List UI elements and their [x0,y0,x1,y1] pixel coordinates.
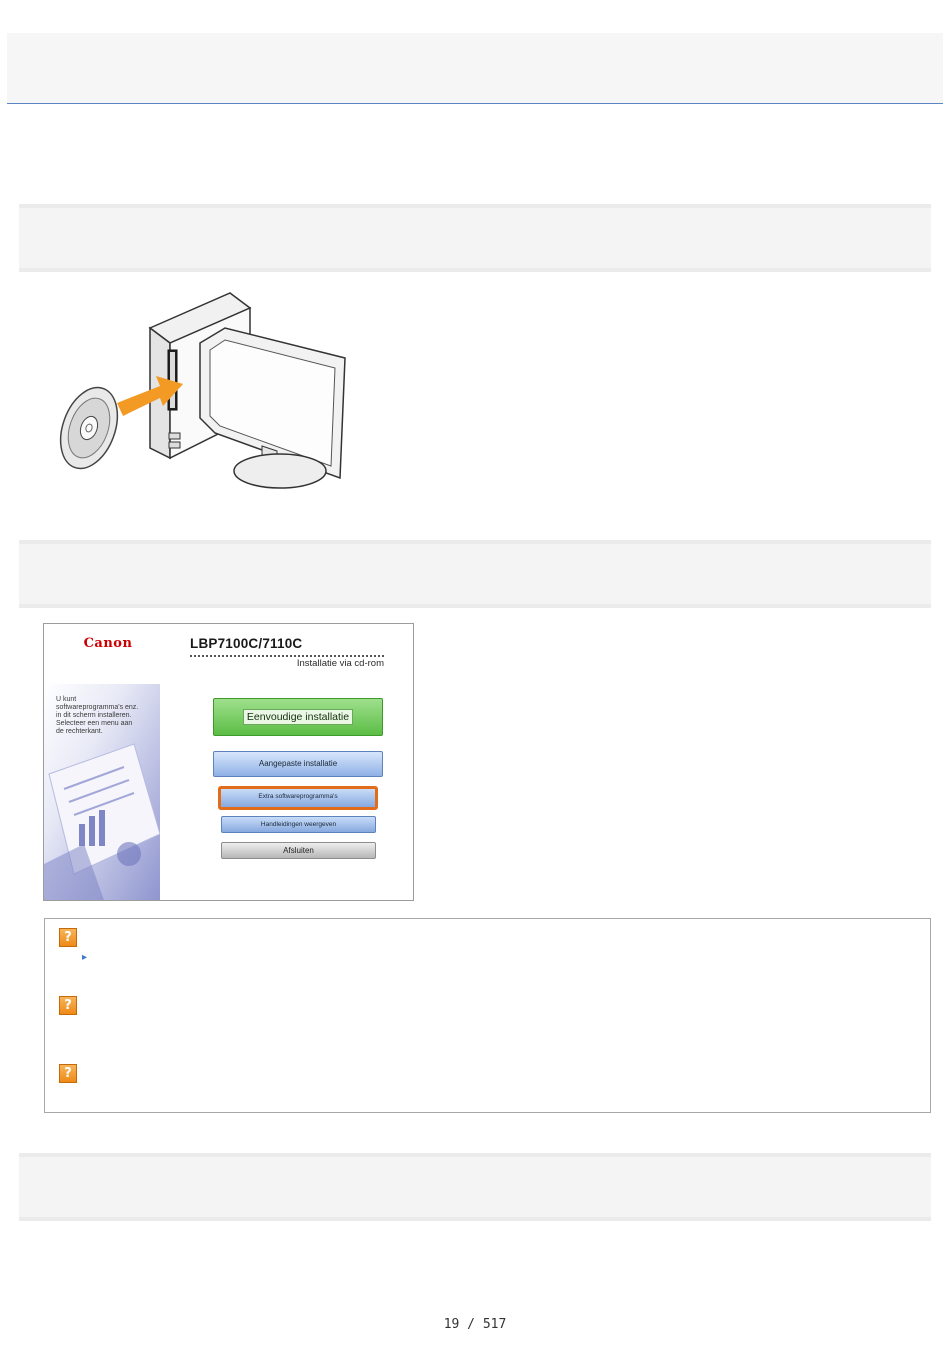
question-mark-icon[interactable]: ? [59,1064,77,1083]
title-divider [190,655,384,657]
insert-cd-illustration [55,288,355,498]
question-mark-icon[interactable]: ? [59,996,77,1015]
link-arrow-icon[interactable]: ▸ [82,952,88,963]
canon-logo: Canon [83,636,133,651]
installer-instructions: U kunt softwareprogramma's enz. in dit scherm installeren. Selecteer een menu aan de rechterkant. [56,696,139,735]
help-box [44,918,931,1113]
step-1-heading-bar [19,204,931,272]
page-header [7,33,943,104]
question-mark-icon[interactable]: ? [59,928,77,947]
installer-screenshot [43,623,414,901]
step-2-heading-bar [19,540,931,608]
installer-title: LBP7100C/7110C [190,636,303,651]
easy-install-button [213,698,383,736]
installer-subtitle: Installatie via cd-rom [296,658,384,669]
view-manuals-button: Handleidingen weergeven [221,816,376,833]
exit-button: Afsluiten [221,842,376,859]
easy-install-label: Eenvoudige installatie [243,709,353,725]
extra-software-button: Extra softwareprogramma's [218,786,378,810]
custom-install-button: Aangepaste installatie [213,751,383,777]
step-3-heading-bar [19,1153,931,1221]
page-number: 19 / 517 [443,1317,507,1332]
installer-side-artwork [44,624,160,900]
